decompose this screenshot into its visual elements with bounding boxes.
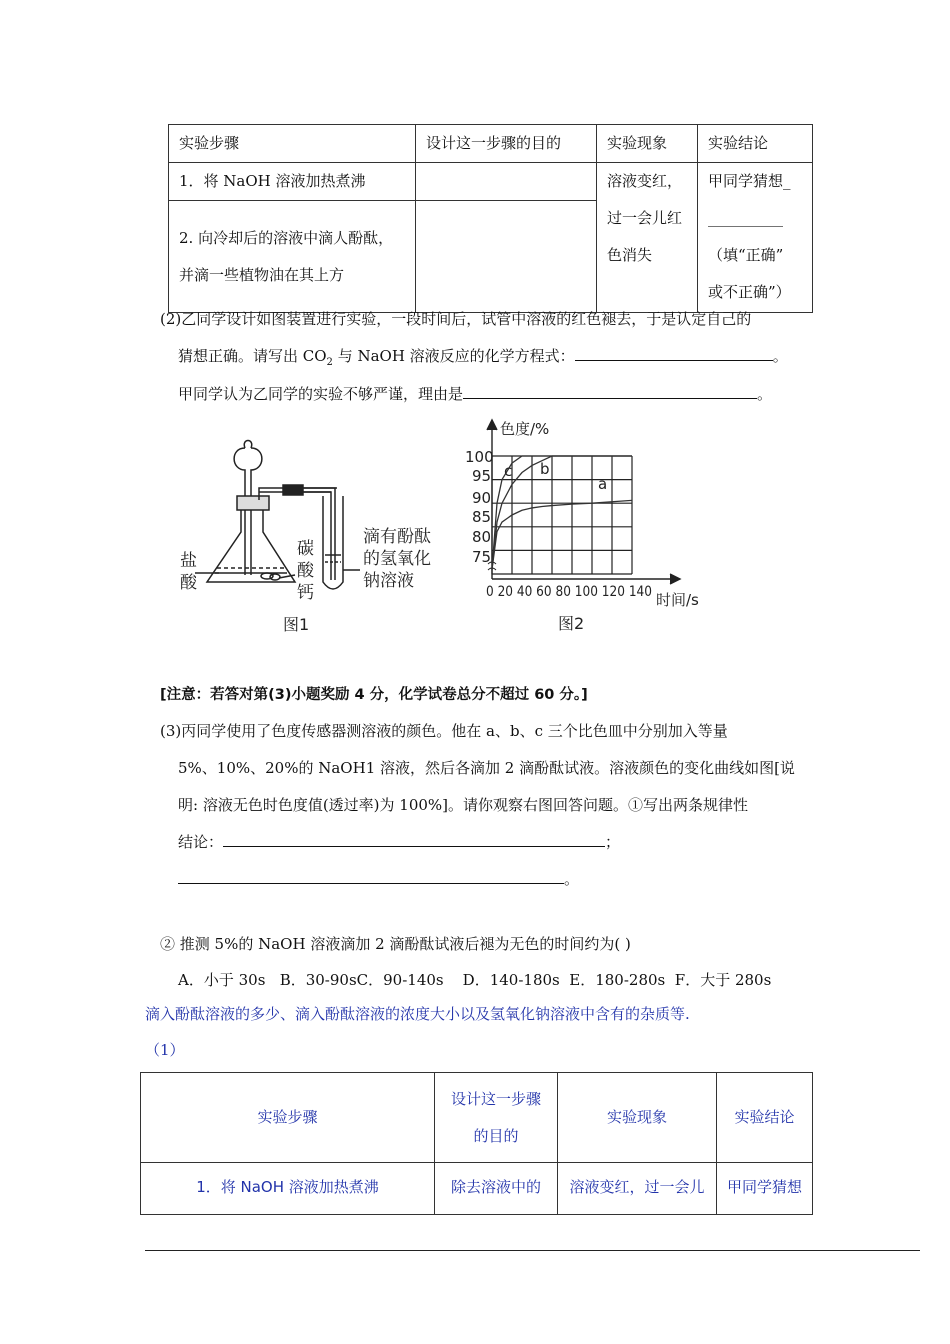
svg-text:酸: 酸: [180, 573, 197, 593]
q2-line2: 猜想正确。请写出 $CO_2$ 与 NaOH 溶液反应的化学方程式： 。: [178, 347, 788, 368]
answer-blank[interactable]: [575, 346, 773, 361]
curve-label-a: a: [598, 475, 608, 493]
q3-options: A．小于 30s B．30-90sC．90-140s D．140-180s E．180-280s F．大于 280s: [178, 971, 772, 989]
figure2-chart: [460, 414, 720, 644]
q3-line5: 。: [178, 861, 579, 898]
table-cell: 甲同学猜想: [717, 1163, 813, 1215]
y-tick-label: 100: [465, 448, 494, 466]
caco3-label: 碳: [297, 539, 314, 559]
svg-text:酸: 酸: [297, 561, 314, 581]
table-header: 实验现象: [558, 1073, 717, 1163]
experiment-table: [168, 124, 813, 313]
table-cell: 1．将 NaOH 溶液加热煮沸: [141, 1163, 435, 1215]
svg-text:钙: 钙: [297, 583, 314, 603]
y-tick-label: 80: [472, 528, 492, 546]
figure2-caption: 图2: [558, 614, 585, 633]
svg-text:钠溶液: 钠溶液: [363, 571, 414, 591]
y-axis-label: 色度/%: [500, 420, 550, 438]
q3-sub2: ② 推测 5%的 NaOH 溶液滴加 2 滴酚酞试液后褪为无色的时间约为( ): [160, 935, 631, 953]
q3-line2: 5%、10%、20%的 NaOH1 溶液，然后各滴加 2 滴酚酞试液。溶液颜色的变化曲线如图[说: [178, 759, 795, 777]
x-tick-labels: 0 20 40 60 80 100 120 140: [486, 584, 652, 600]
table-header: [435, 1073, 558, 1163]
answer-line2: （1）: [145, 1041, 185, 1059]
y-tick-label: 85: [472, 508, 492, 526]
figure1-caption: 图1: [283, 615, 310, 634]
text-line: 色消失: [607, 246, 653, 264]
answer-blank[interactable]: [178, 869, 564, 884]
table-cell: 1．将 NaOH 溶液加热煮沸: [169, 163, 416, 201]
text-line: 设计这一步骤: [450, 1089, 541, 1108]
answer-blank[interactable]: [223, 832, 605, 847]
table-cell: 溶液变红，过一会儿: [558, 1163, 717, 1215]
table-cell-purpose-blank: [416, 163, 597, 201]
answer-blank[interactable]: [463, 384, 757, 399]
curve-b: [492, 456, 632, 569]
curve-c: [492, 456, 632, 569]
text-line: （填“正确”: [708, 246, 784, 264]
curve-label-b: b: [540, 460, 550, 478]
table-cell-conclusion: [698, 163, 813, 313]
text-line: 甲同学猜想_: [708, 172, 791, 190]
y-tick-label: 90: [472, 489, 492, 507]
q2-line3: 甲同学认为乙同学的实验不够严谨，理由是 。: [178, 385, 773, 403]
table-header: 设计这一步骤的目的: [416, 125, 597, 163]
q3-line3: 明: 溶液无色时色度值(透过率)为 100%]。请你观察右图回答问题。①写出两条规律性: [178, 796, 749, 814]
text-line: 并滴一些植物油在其上方: [179, 265, 345, 284]
table-header: 实验结论: [698, 125, 813, 163]
table-cell-purpose-blank: [416, 201, 597, 313]
text-line: 过一会儿红: [607, 209, 683, 227]
q2-line1: (2)乙同学设计如图装置进行实验，一段时间后，试管中溶液的红色褪去，于是认定自己的: [160, 310, 752, 328]
q3-line1: (3)丙同学使用了色度传感器测溶液的颜色。他在 a、b、c 三个比色皿中分别加入等量: [160, 722, 728, 740]
curve-label-c: c: [504, 462, 513, 480]
text-line: __________: [708, 209, 783, 227]
table-cell-phenomenon: [597, 163, 698, 313]
y-tick-label: 75: [472, 548, 492, 566]
table-cell: [169, 201, 416, 313]
test-tube: [323, 496, 343, 589]
hcl-label: 盐: [180, 551, 197, 571]
table-header: 实验结论: [717, 1073, 813, 1163]
notice: [注意：若答对第(3)小题奖励 4 分，化学试卷总分不超过 60 分。]: [160, 687, 588, 703]
text-line: 的目的: [473, 1126, 519, 1145]
table-header: 实验现象: [597, 125, 698, 163]
text-line: 2. 向冷却后的溶液中滴人酚酞，: [179, 228, 394, 247]
table-cell: 除去溶液中的: [435, 1163, 558, 1215]
curve-a: [492, 500, 632, 569]
funnel-bulb: [234, 448, 262, 478]
footer-rule: [145, 1250, 920, 1251]
tube-label: 滴有酚酞: [363, 527, 431, 547]
y-tick-label: 95: [472, 467, 492, 485]
table-header: 实验步骤: [141, 1073, 435, 1163]
q3-line4: 结论： ；: [178, 833, 621, 851]
figure1-apparatus: [175, 430, 445, 640]
answer-table: [140, 1072, 813, 1215]
answer-line1: 滴入酚酞溶液的多少、滴入酚酞溶液的浓度大小以及氢氧化钠溶液中含有的杂质等.: [145, 1005, 690, 1023]
table-header: 实验步骤: [169, 125, 416, 163]
text-line: 溶液变红，: [607, 172, 683, 190]
svg-text:的氢氧化: 的氢氧化: [363, 549, 431, 569]
text-line: 或不正确”）: [708, 283, 791, 301]
stopper: [237, 496, 269, 510]
x-axis-label: 时间/s: [656, 591, 699, 609]
